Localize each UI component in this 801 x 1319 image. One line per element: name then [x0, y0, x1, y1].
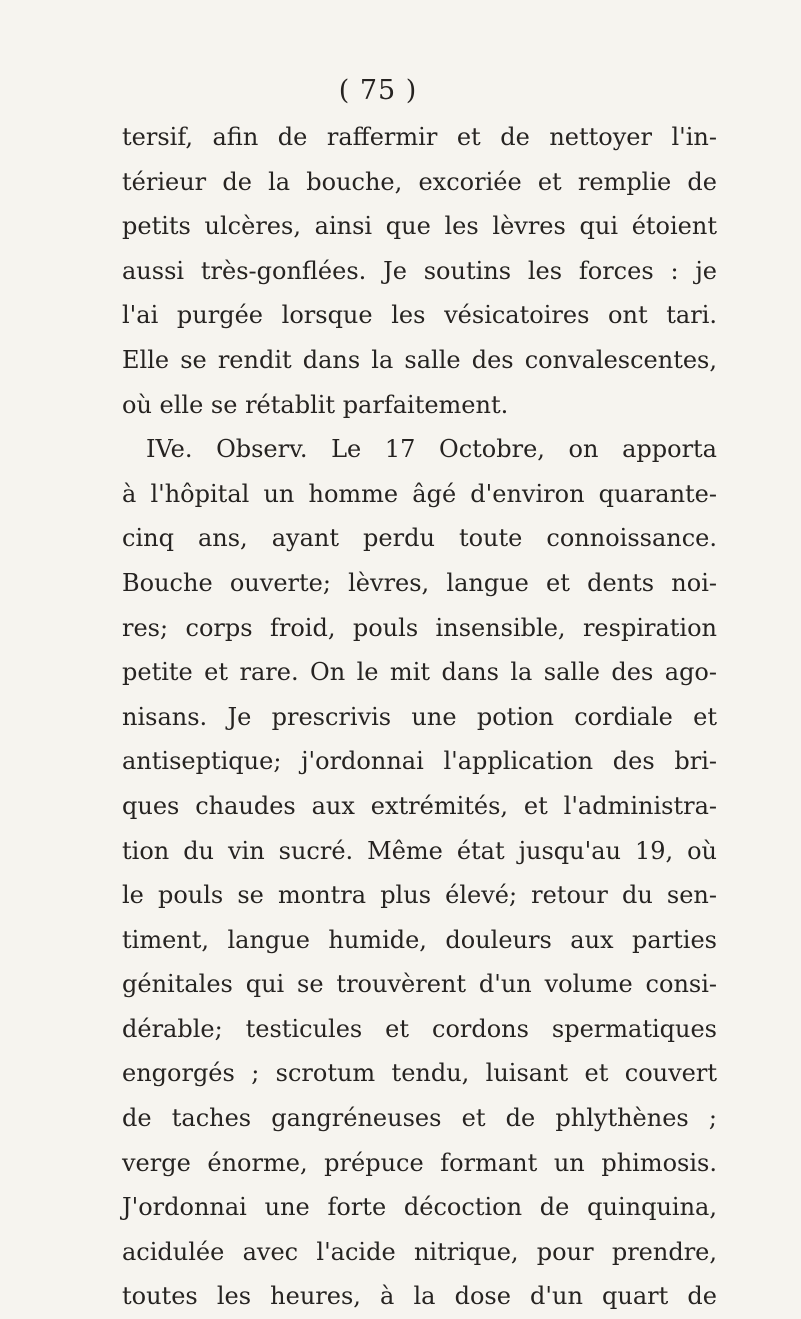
text-line: cinq ans, ayant perdu toute connoissance.: [122, 524, 717, 553]
text-line: antiseptique; j'ordonnai l'application des bri-: [122, 747, 717, 776]
text-line: où elle se rétablit parfaitement.: [122, 390, 509, 419]
text-line: tion du vin sucré. Même état jusqu'au 19, où: [122, 836, 717, 865]
text-line: Elle se rendit dans la salle des convalescentes,: [122, 345, 717, 374]
page-number: ( 75 ): [338, 75, 418, 106]
text-line: nisans. Je prescrivis une potion cordiale et: [122, 702, 717, 731]
text-line: à l'hôpital un homme âgé d'environ quarante-: [122, 479, 717, 508]
text-line: tersif, afin de raffermir et de nettoyer l'in-: [122, 123, 717, 151]
text-line: petits ulcères, ainsi que les lèvres qui étoient: [122, 212, 717, 241]
text-line: verge énorme, prépuce formant un phimosis.: [122, 1148, 717, 1177]
text-line: res; corps froid, pouls insensible, respiration: [122, 613, 717, 642]
text-line: acidulée avec l'acide nitrique, pour prendre,: [122, 1237, 717, 1266]
body-text: [122, 115, 717, 1319]
text-line: petite et rare. On le mit dans la salle des ago-: [122, 658, 717, 687]
text-line: l'ai purgée lorsque les vésicatoires ont tari.: [122, 301, 717, 330]
text-line: génitales qui se trouvèrent d'un volume consi-: [122, 970, 717, 999]
text-line: dérable; testicules et cordons spermatiques: [122, 1014, 717, 1043]
text-line: le pouls se montra plus élevé; retour du sen-: [122, 881, 717, 910]
text-line: Bouche ouverte; lèvres, langue et dents noi-: [122, 568, 717, 597]
text-line: de taches gangréneuses et de phlythènes ;: [122, 1104, 717, 1133]
text-line: térieur de la bouche, excoriée et remplie de: [122, 167, 717, 196]
text-line: ques chaudes aux extrémités, et l'administra-: [122, 791, 717, 820]
text-line: toutes les heures, à la dose d'un quart de: [122, 1282, 717, 1311]
text-line: J'ordonnai une forte décoction de quinquina,: [122, 1193, 717, 1222]
text-line: aussi très-gonflées. Je soutins les forces : je: [122, 256, 717, 285]
observation-heading-line: IVe. Observ. Le 17 Octobre, on apporta: [146, 435, 717, 464]
text-line: engorgés ; scrotum tendu, luisant et couvert: [122, 1059, 717, 1088]
text-line: timent, langue humide, douleurs aux parties: [122, 925, 717, 954]
